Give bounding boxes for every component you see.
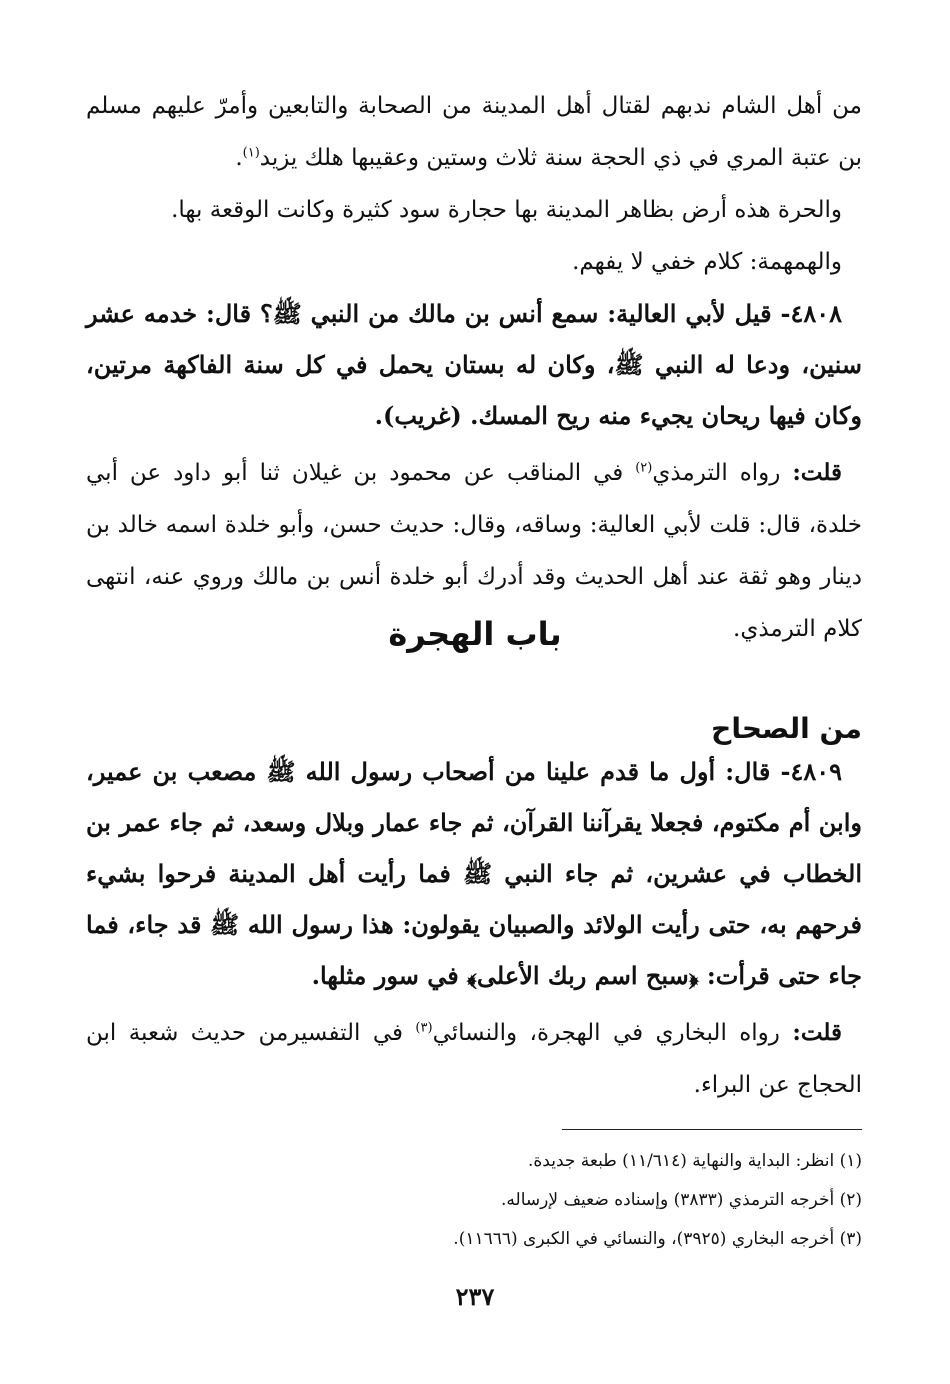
footnote-divider bbox=[562, 1129, 862, 1130]
comment-4809 bbox=[86, 1007, 862, 1111]
footnote-ref-3: (٣) bbox=[415, 1020, 433, 1036]
continuation-paragraph bbox=[86, 80, 862, 184]
continuation-end: . bbox=[235, 145, 243, 171]
footnote-ref-2: (٢) bbox=[635, 460, 653, 476]
hadith-4809: ٤٨٠٩- قال: أول ما قدم علينا من أصحاب رسول الله ﷺ مصعب بن عمير، وابن أم مكتوم، فجعلا يقرآننا القرآن، ثم جاء عمار وبلال وسعد، ثم جاء عمر بن الخطاب في عشرين، ثم جاء النبي ﷺ فما رأيت أهل المدينة فرحوا بشيء فرحهم به، حتى رأيت الولائد والصبيان يقولون: هذا رسول الله ﷺ قد جاء، فما جاء حتى قرأت: ﴿سبح اسم ربك الأعلى﴾ في سور مثلها. bbox=[86, 757, 862, 990]
footnote-1: (١) انظر: البداية والنهاية (١١/٦١٤) طبعة جديدة. bbox=[527, 1151, 862, 1171]
footnote-2: (٢) أخرجه الترمذي (٣٨٣٣) وإسناده ضعيف لإرساله. bbox=[501, 1190, 862, 1210]
comment-label: قلت: bbox=[792, 459, 842, 486]
continuation-text: من أهل الشام ندبهم لقتال أهل المدينة من الصحابة والتابعين وأمرّ عليهم مسلم بن عتبة المري في ذي الحجة سنة ثلاث وستين وعقيبها هلك يزيد bbox=[86, 93, 862, 171]
hamhama-definition: والهمهمة: كلام خفي لا يفهم. bbox=[572, 249, 842, 275]
comment-label: قلت: bbox=[792, 1019, 843, 1046]
page-number: ٢٣٧ bbox=[455, 1282, 495, 1311]
comment-text: في المناقب عن محمود بن غيلان ثنا أبو داود عن أبي خلدة، قال: قلت لأبي العالية: وساقه، وقال: حديث حسن، وأبو خلدة اسمه خالد بن دينار وهو ثقة عند أهل الحديث وقد أدرك أبو خلدة أنس بن مالك وروي عنه، انتهى كلام الترمذي. bbox=[86, 460, 862, 642]
footnote-ref-1: (١) bbox=[242, 145, 260, 161]
lower-text-block bbox=[86, 746, 862, 1111]
comment-text: رواه البخاري في الهجرة، والنسائي bbox=[432, 1020, 793, 1046]
footnote-3: (٣) أخرجه البخاري (٣٩٢٥)، والنسائي في الكبرى (١١٦٦٦). bbox=[453, 1229, 862, 1249]
harra-definition: والحرة هذه أرض بظاهر المدينة بها حجارة سود كثيرة وكانت الوقعة بها. bbox=[171, 197, 842, 223]
footnotes bbox=[86, 1142, 862, 1259]
hadith-4808: ٤٨٠٨- قيل لأبي العالية: سمع أنس بن مالك من النبي ﷺ؟ قال: خدمه عشر سنين، ودعا له النبي ﷺ، وكان له بستان يحمل في كل سنة الفاكهة مرتين، وكان فيها ريحان يجيء منه ريح المسك. (غريب). bbox=[86, 299, 862, 430]
upper-text-block bbox=[86, 80, 862, 655]
comment-text: رواه الترمذي bbox=[652, 460, 793, 486]
chapter-title: باب الهجرة bbox=[388, 615, 562, 653]
comment-text: في التفسيرمن حديث شعبة ابن الحجاج عن البراء. bbox=[86, 1020, 862, 1098]
section-title: من الصحاح bbox=[711, 712, 862, 745]
